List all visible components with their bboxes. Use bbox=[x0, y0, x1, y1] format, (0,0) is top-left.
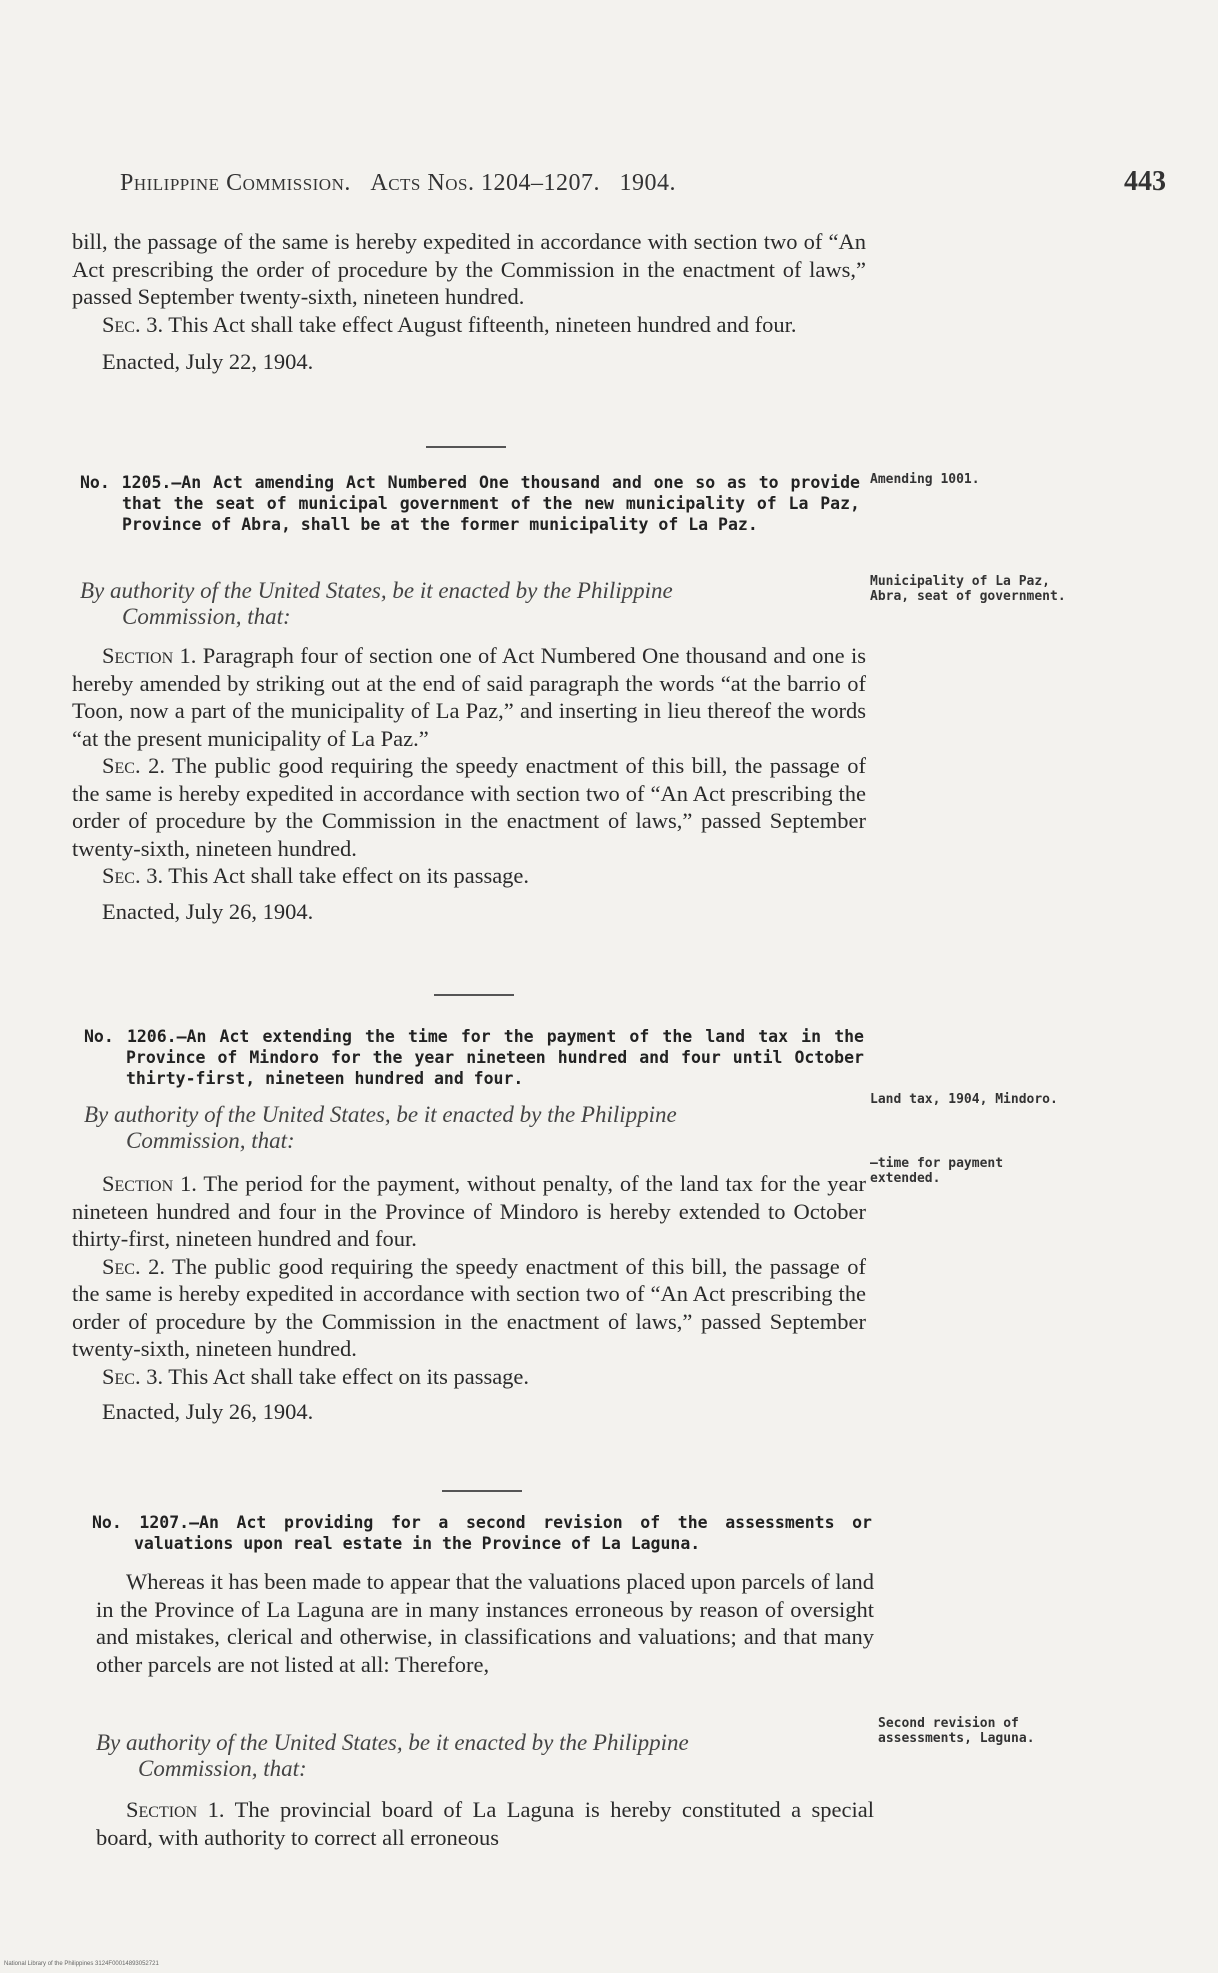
act-1205-sec3 bbox=[72, 862, 866, 890]
act-1206-authority bbox=[84, 1102, 677, 1154]
section-text: This Act shall take effect on its passage. bbox=[163, 863, 530, 888]
running-header bbox=[120, 170, 900, 197]
section-divider bbox=[434, 994, 514, 996]
margin-note-second-revision: Second revision of assessments, Laguna. bbox=[878, 1716, 1035, 1746]
margin-note-la-paz: Municipality of La Paz, Abra, seat of government. bbox=[870, 574, 1066, 604]
act-1206-sec1 bbox=[72, 1170, 866, 1253]
header-commission: Philippine Commission. bbox=[120, 170, 351, 196]
section-label: Section 1. bbox=[102, 1171, 197, 1196]
act-1207-title bbox=[92, 1512, 872, 1554]
authority-line-1: By authority of the United States, be it enacted by the Philippine bbox=[84, 1102, 677, 1127]
act-1205-enacted: Enacted, July 26, 1904. bbox=[102, 898, 314, 924]
act-1206-title bbox=[84, 1026, 864, 1089]
act-title-text: No. 1205.—An Act amending Act Numbered One thousand and one so as to provide that the seat of municipal government of the new municipality of La Paz, Province of Abra, shall be at the former municipality of La Paz. bbox=[80, 473, 860, 534]
page-number: 443 bbox=[1124, 166, 1166, 197]
continuation-paragraph: bill, the passage of the same is hereby expedited in accordance with section two of “An Act prescribing the order of procedure by the Commission in the enactment of laws,” passed September twenty-sixth, nineteen hundred. bbox=[72, 229, 866, 309]
authority-line-2: Commission, that: bbox=[122, 604, 291, 629]
section-text: The public good requiring the speedy enactment of this bill, the passage of the same is hereby expedited in accordance with section two of “An Act prescribing the order of procedure by the Commission in the enactment of laws,” passed September twenty-sixth, nineteen hundred. bbox=[72, 1253, 866, 1361]
act-1207-whereas-block bbox=[96, 1568, 874, 1678]
act-title-text: No. 1206.—An Act extending the time for the payment of the land tax in the Province of Mindoro for the year nineteen hundred and four until October thirty-first, nineteen hundred and four. bbox=[84, 1027, 864, 1088]
section-text: This Act shall take effect August fifteenth, nineteen hundred and four. bbox=[163, 311, 797, 337]
section-label: Sec. 3. bbox=[102, 863, 164, 888]
act-1206-enacted: Enacted, July 26, 1904. bbox=[102, 1399, 314, 1424]
scan-footer: National Library of the Philippines 3124F00014893052721 bbox=[4, 1961, 159, 1967]
section-label: Sec. 3. bbox=[102, 1363, 164, 1389]
act-1207-sec1 bbox=[96, 1796, 874, 1851]
section-label: Sec. 2. bbox=[102, 1253, 165, 1279]
authority-line-1: By authority of the United States, be it enacted by the Philippine bbox=[96, 1730, 689, 1755]
act-1205-body bbox=[72, 642, 866, 925]
continuation-block bbox=[72, 228, 866, 376]
section-label: Sec. 3. bbox=[102, 311, 164, 337]
continuation-sec3 bbox=[72, 311, 866, 339]
header-year: 1904. bbox=[619, 170, 676, 196]
section-label: Sec. 2. bbox=[102, 753, 165, 778]
act-1205-sec1 bbox=[72, 642, 866, 752]
section-divider bbox=[442, 1490, 522, 1492]
act-1206-sec2 bbox=[72, 1253, 866, 1363]
act-1206-body bbox=[72, 1170, 866, 1426]
header-acts: Acts Nos. 1204–1207. bbox=[370, 170, 600, 196]
section-text: Paragraph four of section one of Act Numbered One thousand and one is hereby amended by striking out at the end of said paragraph the words “at the barrio of Toon, now a part of the municipality of La Paz,” and inserting in lieu thereof the words “at the present municipality of La Paz.” bbox=[72, 643, 867, 751]
authority-line-1: By authority of the United States, be it enacted by the Philippine bbox=[80, 578, 673, 603]
section-divider bbox=[426, 446, 506, 448]
authority-line-2: Commission, that: bbox=[138, 1756, 307, 1781]
act-1206-sec3 bbox=[72, 1363, 866, 1391]
act-1205-authority bbox=[80, 578, 673, 630]
margin-note-amending: Amending 1001. bbox=[870, 472, 980, 487]
act-1207-body bbox=[96, 1796, 874, 1851]
act-1205-title bbox=[80, 472, 860, 535]
section-text: The provincial board of La Laguna is hereby constituted a special board, with authority to correct all erroneous bbox=[96, 1797, 875, 1850]
act-1205-sec2 bbox=[72, 752, 866, 862]
margin-note-time-extended: —time for payment extended. bbox=[870, 1156, 1004, 1186]
section-label: Section 1. bbox=[126, 1797, 225, 1822]
authority-line-2: Commission, that: bbox=[126, 1128, 295, 1153]
section-label: Section 1. bbox=[102, 643, 197, 668]
margin-note-land-tax: Land tax, 1904, Mindoro. bbox=[870, 1092, 1058, 1107]
act-1207-whereas: Whereas it has been made to appear that the valuations placed upon parcels of land in the Province of La Laguna are in many instances erroneous by reason of oversight and mistakes, clerical and otherwise, in classifications and valuations; and that many other parcels are not listed at all: Therefore, bbox=[96, 1569, 874, 1677]
section-text: The period for the payment, without penalty, of the land tax for the year nineteen hundred and four in the Province of Mindoro is hereby extended to October thirty-first, nineteen hundred and four. bbox=[72, 1171, 866, 1251]
act-title-text: No. 1207.—An Act providing for a second revision of the assessments or valuations upon real estate in the Province of La Laguna. bbox=[92, 1513, 872, 1553]
act-1207-authority bbox=[96, 1730, 689, 1782]
section-text: This Act shall take effect on its passage. bbox=[163, 1363, 530, 1389]
continuation-enacted: Enacted, July 22, 1904. bbox=[102, 349, 314, 374]
section-text: The public good requiring the speedy enactment of this bill, the passage of the same is hereby expedited in accordance with section two of “An Act prescribing the order of procedure by the Commission in the enactment of laws,” passed September twenty-sixth, nineteen hundred. bbox=[72, 753, 866, 861]
